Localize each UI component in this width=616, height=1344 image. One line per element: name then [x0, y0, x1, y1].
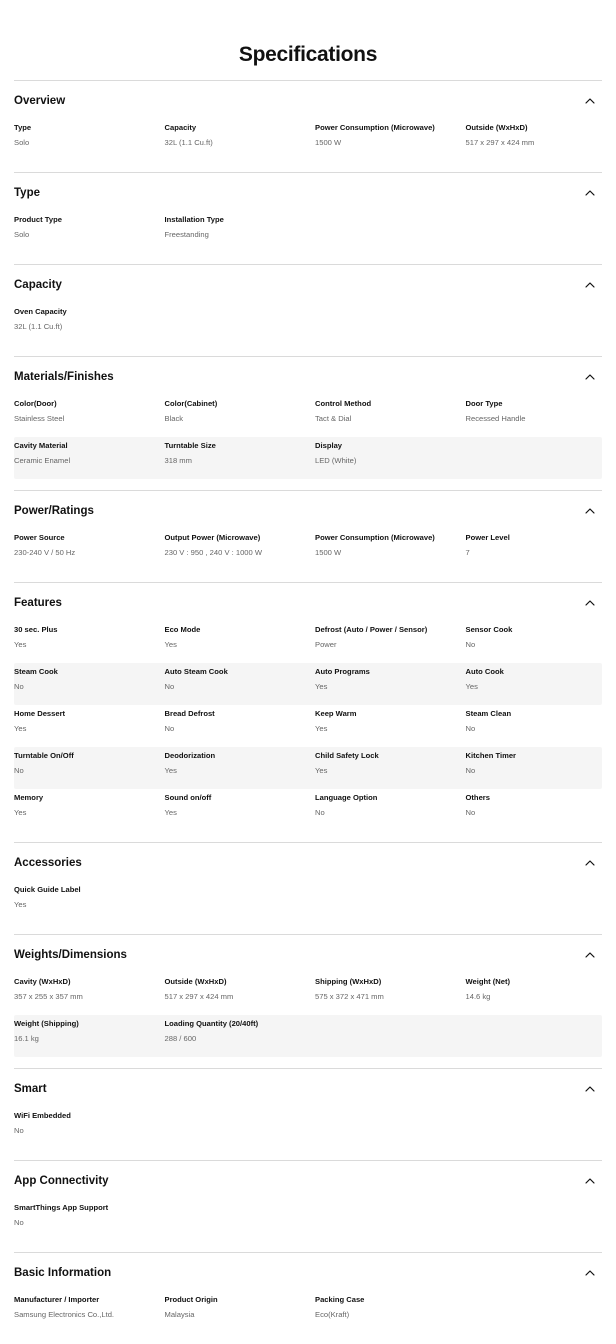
- chevron-up-icon[interactable]: [584, 597, 596, 609]
- section-title: Capacity: [14, 279, 62, 291]
- spec-row: [14, 1291, 602, 1333]
- section-title: Materials/Finishes: [14, 371, 114, 383]
- spec-value: No: [466, 639, 616, 651]
- spec-value: 32L (1.1 Cu.ft): [165, 137, 316, 149]
- spec-label: Steam Cook: [14, 666, 165, 678]
- spec-item: [14, 1015, 165, 1045]
- spec-label: Language Option: [315, 792, 466, 804]
- spec-section: [14, 80, 602, 172]
- spec-label: WiFi Embedded: [14, 1110, 165, 1122]
- spec-item: [165, 789, 316, 819]
- chevron-up-icon[interactable]: [584, 505, 596, 517]
- spec-rows: [14, 1107, 602, 1160]
- section-title: Overview: [14, 95, 65, 107]
- spec-label: Cavity (WxHxD): [14, 976, 165, 988]
- spec-row: [14, 973, 602, 1015]
- spec-row: [14, 663, 602, 705]
- spec-value: 357 x 255 x 357 mm: [14, 991, 165, 1003]
- spec-value: No: [466, 723, 616, 735]
- spec-value: Yes: [14, 899, 165, 911]
- spec-item: [165, 437, 316, 467]
- spec-item: [165, 621, 316, 651]
- spec-value: 16.1 kg: [14, 1033, 165, 1045]
- spec-item: [466, 621, 616, 651]
- spec-label: Eco Mode: [165, 624, 316, 636]
- spec-item: [466, 395, 616, 425]
- spec-item: [315, 119, 466, 149]
- spec-label: Control Method: [315, 398, 466, 410]
- spec-value: Freestanding: [165, 229, 316, 241]
- spec-item: [466, 705, 616, 735]
- spec-section: [14, 582, 602, 842]
- spec-label: Manufacturer / Importer: [14, 1294, 165, 1306]
- spec-section: [14, 1068, 602, 1160]
- spec-value: Yes: [14, 807, 165, 819]
- spec-value: 517 x 297 x 424 mm: [165, 991, 316, 1003]
- chevron-up-icon[interactable]: [584, 857, 596, 869]
- spec-value: Yes: [165, 807, 316, 819]
- spec-row: [14, 1015, 602, 1057]
- section-header-toggle[interactable]: [14, 1069, 602, 1107]
- spec-value: Yes: [466, 681, 616, 693]
- section-header-toggle[interactable]: [14, 1253, 602, 1291]
- spec-row: [14, 789, 602, 831]
- spec-value: 14.6 kg: [466, 991, 616, 1003]
- spec-item: [14, 395, 165, 425]
- spec-item: [165, 973, 316, 1003]
- spec-value: Black: [165, 413, 316, 425]
- section-title: Weights/Dimensions: [14, 949, 127, 961]
- spec-label: Product Origin: [165, 1294, 316, 1306]
- spec-value: No: [315, 807, 466, 819]
- spec-label: Turntable On/Off: [14, 750, 165, 762]
- spec-rows: [14, 973, 602, 1068]
- spec-value: Yes: [315, 723, 466, 735]
- spec-item: [315, 395, 466, 425]
- spec-item: [315, 621, 466, 651]
- section-header-toggle[interactable]: [14, 583, 602, 621]
- spec-value: 318 mm: [165, 455, 316, 467]
- spec-section: [14, 264, 602, 356]
- spec-label: Power Consumption (Microwave): [315, 122, 466, 134]
- chevron-up-icon[interactable]: [584, 371, 596, 383]
- spec-label: Packing Case: [315, 1294, 466, 1306]
- section-title: Basic Information: [14, 1267, 111, 1279]
- spec-label: Defrost (Auto / Power / Sensor): [315, 624, 466, 636]
- spec-label: Others: [466, 792, 616, 804]
- spec-item: [14, 119, 165, 149]
- chevron-up-icon[interactable]: [584, 949, 596, 961]
- spec-label: Quick Guide Label: [14, 884, 165, 896]
- spec-value: No: [14, 1217, 165, 1229]
- spec-row: [14, 119, 602, 161]
- spec-item: [466, 747, 616, 777]
- spec-value: 575 x 372 x 471 mm: [315, 991, 466, 1003]
- spec-item: [14, 303, 165, 333]
- spec-label: 30 sec. Plus: [14, 624, 165, 636]
- section-header-toggle[interactable]: [14, 1161, 602, 1199]
- spec-item: [14, 747, 165, 777]
- spec-item: [466, 529, 616, 559]
- spec-item: [165, 747, 316, 777]
- section-title: Features: [14, 597, 62, 609]
- spec-row: [14, 529, 602, 571]
- spec-value: 288 / 600: [165, 1033, 316, 1045]
- spec-value: 230-240 V / 50 Hz: [14, 547, 165, 559]
- chevron-up-icon[interactable]: [584, 1083, 596, 1095]
- section-header-toggle[interactable]: [14, 935, 602, 973]
- spec-label: Shipping (WxHxD): [315, 976, 466, 988]
- spec-label: Outside (WxHxD): [466, 122, 616, 134]
- spec-item: [315, 973, 466, 1003]
- spec-value: No: [14, 1125, 165, 1137]
- spec-value: No: [14, 681, 165, 693]
- spec-value: 517 x 297 x 424 mm: [466, 137, 616, 149]
- spec-sections: [14, 80, 602, 1344]
- spec-item: [14, 211, 165, 241]
- spec-item: [165, 663, 316, 693]
- chevron-up-icon[interactable]: [584, 279, 596, 291]
- spec-label: Kitchen Timer: [466, 750, 616, 762]
- spec-label: Keep Warm: [315, 708, 466, 720]
- spec-item: [466, 663, 616, 693]
- spec-label: Power Consumption (Microwave): [315, 532, 466, 544]
- spec-rows: [14, 119, 602, 172]
- section-title: Accessories: [14, 857, 82, 869]
- spec-label: Weight (Shipping): [14, 1018, 165, 1030]
- spec-label: Door Type: [466, 398, 616, 410]
- spec-rows: [14, 881, 602, 934]
- spec-item: [315, 789, 466, 819]
- spec-label: Steam Clean: [466, 708, 616, 720]
- spec-label: Oven Capacity: [14, 306, 165, 318]
- spec-item: [14, 1199, 165, 1229]
- spec-rows: [14, 395, 602, 490]
- spec-item: [315, 705, 466, 735]
- spec-row: [14, 621, 602, 663]
- chevron-up-icon[interactable]: [584, 95, 596, 107]
- spec-item: [466, 789, 616, 819]
- spec-section: [14, 934, 602, 1068]
- spec-item: [14, 663, 165, 693]
- spec-label: Color(Door): [14, 398, 165, 410]
- spec-label: Child Safety Lock: [315, 750, 466, 762]
- spec-value: Solo: [14, 229, 165, 241]
- spec-row: [14, 303, 602, 345]
- spec-item: [14, 881, 165, 911]
- section-title: Smart: [14, 1083, 47, 1095]
- spec-value: 32L (1.1 Cu.ft): [14, 321, 165, 333]
- spec-label: Display: [315, 440, 466, 452]
- chevron-up-icon[interactable]: [584, 1175, 596, 1187]
- spec-row: [14, 395, 602, 437]
- spec-item: [14, 705, 165, 735]
- spec-rows: [14, 621, 602, 842]
- spec-item: [165, 395, 316, 425]
- spec-row: [14, 705, 602, 747]
- spec-label: Power Source: [14, 532, 165, 544]
- spec-section: [14, 842, 602, 934]
- spec-value: Yes: [165, 765, 316, 777]
- spec-label: Home Dessert: [14, 708, 165, 720]
- spec-item: [315, 1291, 466, 1321]
- spec-label: Weight (Net): [466, 976, 616, 988]
- spec-value: Stainless Steel: [14, 413, 165, 425]
- spec-value: Eco(Kraft): [315, 1309, 466, 1321]
- spec-value: Yes: [315, 681, 466, 693]
- spec-value: No: [466, 765, 616, 777]
- section-header-toggle[interactable]: [14, 357, 602, 395]
- spec-section: [14, 490, 602, 582]
- spec-label: Sensor Cook: [466, 624, 616, 636]
- spec-rows: [14, 1291, 602, 1344]
- spec-item: [14, 1107, 165, 1137]
- spec-value: No: [165, 681, 316, 693]
- spec-label: Deodorization: [165, 750, 316, 762]
- spec-item: [466, 119, 616, 149]
- spec-value: No: [14, 765, 165, 777]
- spec-label: Auto Cook: [466, 666, 616, 678]
- spec-item: [315, 747, 466, 777]
- spec-rows: [14, 1199, 602, 1252]
- spec-section: [14, 1160, 602, 1252]
- spec-rows: [14, 529, 602, 582]
- section-title: Type: [14, 187, 40, 199]
- spec-value: 1500 W: [315, 137, 466, 149]
- spec-item: [14, 789, 165, 819]
- spec-label: SmartThings App Support: [14, 1202, 165, 1214]
- spec-row: [14, 1107, 602, 1149]
- spec-item: [165, 119, 316, 149]
- section-header-toggle[interactable]: [14, 81, 602, 119]
- spec-item: [165, 529, 316, 559]
- spec-label: Capacity: [165, 122, 316, 134]
- chevron-up-icon[interactable]: [584, 187, 596, 199]
- section-header-toggle[interactable]: [14, 491, 602, 529]
- spec-item: [14, 437, 165, 467]
- spec-label: Cavity Material: [14, 440, 165, 452]
- spec-item: [14, 1291, 165, 1321]
- section-title: App Connectivity: [14, 1175, 109, 1187]
- spec-row: [14, 881, 602, 923]
- spec-value: Yes: [165, 639, 316, 651]
- spec-value: Yes: [14, 639, 165, 651]
- spec-value: 1500 W: [315, 547, 466, 559]
- spec-item: [315, 529, 466, 559]
- spec-rows: [14, 303, 602, 356]
- spec-item: [165, 211, 316, 241]
- spec-label: Memory: [14, 792, 165, 804]
- spec-label: Product Type: [14, 214, 165, 226]
- spec-value: Power: [315, 639, 466, 651]
- spec-label: Turntable Size: [165, 440, 316, 452]
- spec-item: [466, 973, 616, 1003]
- spec-label: Bread Defrost: [165, 708, 316, 720]
- spec-item: [14, 529, 165, 559]
- spec-item: [14, 621, 165, 651]
- spec-value: Yes: [14, 723, 165, 735]
- spec-row: [14, 437, 602, 479]
- page-title: Specifications: [14, 0, 602, 80]
- spec-label: Type: [14, 122, 165, 134]
- spec-value: Malaysia: [165, 1309, 316, 1321]
- spec-label: Color(Cabinet): [165, 398, 316, 410]
- spec-label: Sound on/off: [165, 792, 316, 804]
- spec-value: LED (White): [315, 455, 466, 467]
- spec-value: Yes: [315, 765, 466, 777]
- spec-label: Auto Programs: [315, 666, 466, 678]
- section-header-toggle[interactable]: [14, 843, 602, 881]
- spec-label: Output Power (Microwave): [165, 532, 316, 544]
- section-title: Power/Ratings: [14, 505, 94, 517]
- spec-item: [165, 1291, 316, 1321]
- spec-rows: [14, 211, 602, 264]
- spec-label: Loading Quantity (20/40ft): [165, 1018, 316, 1030]
- spec-value: Solo: [14, 137, 165, 149]
- spec-value: Ceramic Enamel: [14, 455, 165, 467]
- spec-item: [315, 437, 466, 467]
- spec-value: No: [165, 723, 316, 735]
- spec-row: [14, 747, 602, 789]
- section-header-toggle[interactable]: [14, 265, 602, 303]
- spec-section: [14, 1252, 602, 1344]
- spec-label: Power Level: [466, 532, 616, 544]
- spec-value: Recessed Handle: [466, 413, 616, 425]
- section-header-toggle[interactable]: [14, 173, 602, 211]
- spec-value: 7: [466, 547, 616, 559]
- chevron-up-icon[interactable]: [584, 1267, 596, 1279]
- spec-section: [14, 172, 602, 264]
- spec-value: No: [466, 807, 616, 819]
- spec-value: Samsung Electronics Co.,Ltd.: [14, 1309, 165, 1321]
- spec-section: [14, 356, 602, 490]
- spec-item: [165, 705, 316, 735]
- spec-item: [315, 663, 466, 693]
- spec-row: [14, 211, 602, 253]
- spec-label: Installation Type: [165, 214, 316, 226]
- spec-row: [14, 1199, 602, 1241]
- spec-label: Outside (WxHxD): [165, 976, 316, 988]
- spec-value: Tact & Dial: [315, 413, 466, 425]
- spec-item: [14, 973, 165, 1003]
- spec-label: Auto Steam Cook: [165, 666, 316, 678]
- spec-item: [165, 1015, 316, 1045]
- spec-value: 230 V : 950 , 240 V : 1000 W: [165, 547, 316, 559]
